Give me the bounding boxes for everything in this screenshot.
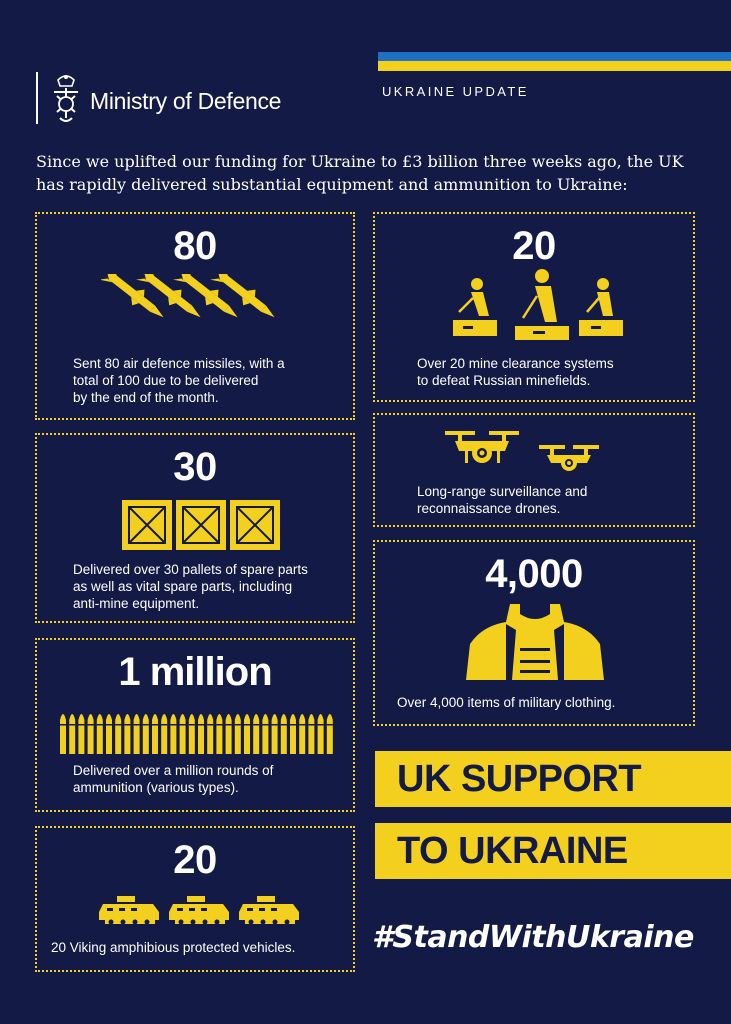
- armoured-vehicle-icon: [99, 894, 299, 928]
- org-name: Ministry of Defence: [90, 88, 282, 114]
- card-number: 30: [173, 445, 217, 489]
- card-vehicles: [35, 826, 355, 972]
- hashtag: #StandWithUkraine: [372, 920, 694, 955]
- missile-icon: [101, 274, 291, 352]
- card-text: Over 4,000 items of military clothing.: [397, 695, 616, 710]
- card-text: Delivered over a million rounds of ammunition (various types).: [73, 763, 274, 795]
- card-number: 1 million: [118, 650, 272, 694]
- intro-text: Since we uplifted our funding for Ukraine to £3 billion three weeks ago, the UK has rapidly delivered substantial equipment and ammunition to Ukraine:: [36, 152, 684, 194]
- banner-line-1: UK SUPPORT: [375, 751, 731, 807]
- card-ammunition: [35, 638, 355, 812]
- card-clothing: [373, 540, 695, 726]
- card-missiles: [35, 212, 355, 420]
- card-text: Long-range surveillance and reconnaissance drones.: [417, 484, 588, 516]
- card-text: 20 Viking amphibious protected vehicles.: [51, 940, 296, 955]
- section-label: UKRAINE UPDATE: [382, 84, 529, 99]
- card-text: Sent 80 air defence missiles, with a total of 100 due to be delivered by the end of the month.: [73, 356, 285, 405]
- card-pallets: [35, 433, 355, 623]
- logo-divider: [36, 72, 38, 124]
- banner-line-2: TO UKRAINE: [375, 823, 731, 879]
- crest-icon: [46, 72, 86, 126]
- flag-stripe-blue: [378, 52, 731, 61]
- card-number: 80: [173, 224, 217, 268]
- deminer-icon: [445, 266, 631, 340]
- card-drones: [373, 413, 695, 527]
- card-mine-clearance: [373, 212, 695, 402]
- card-text: Delivered over 30 pallets of spare parts as well as vital spare parts, including anti-mine equipment.: [73, 562, 308, 611]
- pallet-icon: [122, 500, 280, 550]
- flag-stripe-yellow: [378, 61, 731, 71]
- card-number: 4,000: [485, 552, 583, 596]
- drone-icon: [445, 429, 615, 473]
- card-number: 20: [173, 838, 217, 882]
- body-armour-icon: [466, 604, 604, 684]
- bullet-icon: [59, 708, 335, 754]
- card-number: 20: [512, 224, 556, 268]
- card-text: Over 20 mine clearance systems to defeat Russian minefields.: [417, 356, 614, 388]
